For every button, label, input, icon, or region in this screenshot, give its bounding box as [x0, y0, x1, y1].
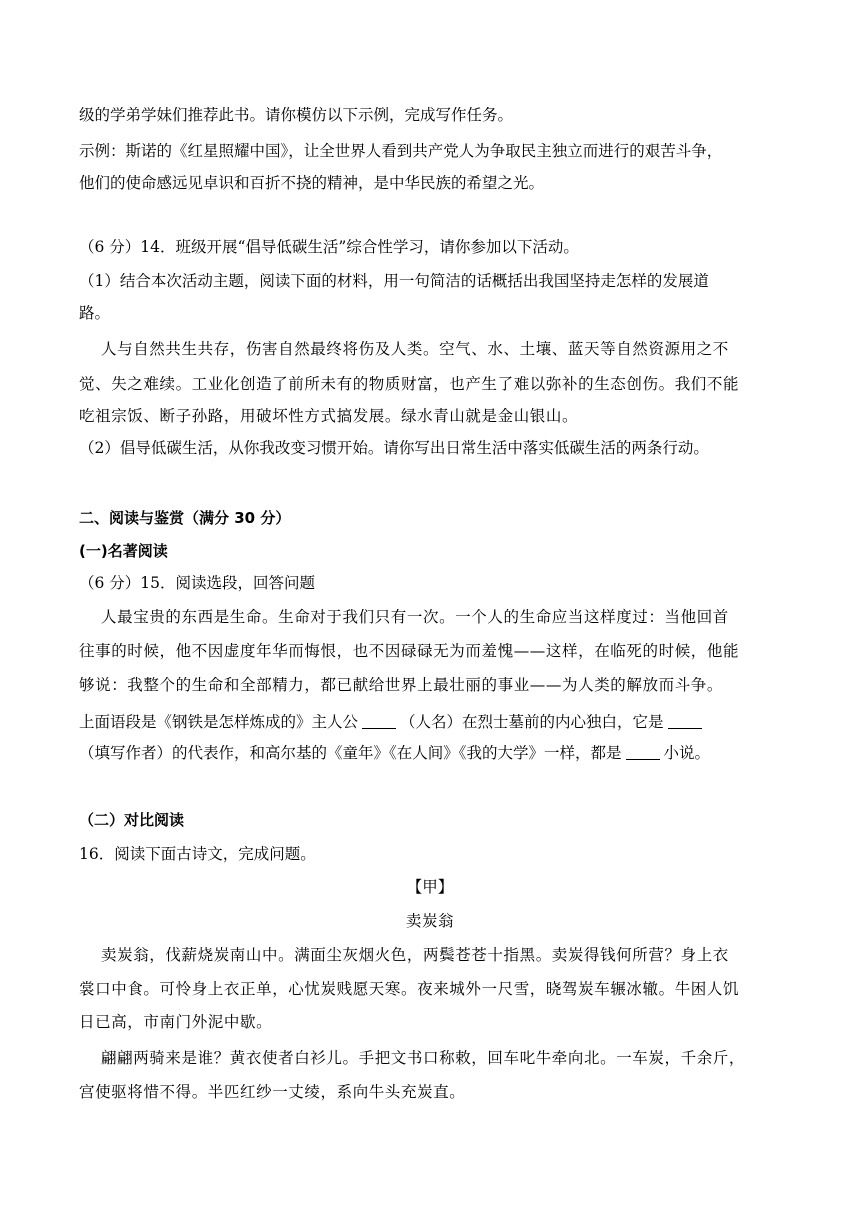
passage-line: 人最宝贵的东西是生命。生命对于我们只有一次。一个人的生命应当这样度过：当他回首 [101, 608, 729, 626]
poem-label: 【甲】 [406, 878, 454, 896]
poem-title: 卖炭翁 [405, 912, 455, 930]
section-heading: 二、阅读与鉴赏（满分 30 分） [79, 509, 291, 527]
fill-text: 上面语段是《钢铁是怎样炼成的》主人公 [79, 713, 359, 731]
subsection-heading: （二）对比阅读 [79, 811, 185, 829]
poem-line: 宫使驱将惜不得。半匹红纱一丈绫，系向牛头充炭直。 [79, 1083, 466, 1101]
text-line: 级的学弟学妹们推荐此书。请你模仿以下示例，完成写作任务。 [79, 106, 514, 124]
question-14-part-2: （2）倡导低碳生活，从你我改变习惯开始。请你写出日常生活中落实低碳生活的两条行动。 [79, 439, 709, 457]
poem-line: 裳口中食。可怜身上衣正单，心忧炭贱愿天寒。夜来城外一尺雪，晓驾炭车辗冰辙。牛困人饥 [79, 980, 740, 998]
text-line: 路。 [79, 304, 111, 322]
answer-blank[interactable] [626, 744, 660, 760]
material-line: 觉、失之难续。工业化创造了前所未有的物质财富，也产生了难以弥补的生态创伤。我们不能 [79, 375, 740, 393]
material-line: 吃祖宗饭、断子孙路，用破坏性方式搞发展。绿水青山就是金山银山。 [79, 407, 579, 425]
example-line: 示例：斯诺的《红星照耀中国》，让全世界人看到共产党人为争取民主独立而进行的艰苦斗争， [79, 142, 723, 160]
text-line: 他们的使命感远见卓识和百折不挠的精神，是中华民族的希望之光。 [79, 174, 545, 192]
fill-text: （填写作者）的代表作，和高尔基的《童年》《在人间》《我的大学》一样，都是 [79, 744, 622, 762]
poem-line: 翩翩两骑来是谁？黄衣使者白衫儿。手把文书口称敕，回车叱牛牵向北。一车炭，千余斤， [101, 1049, 746, 1067]
fill-text: （人名）在烈士墓前的内心独白，它是 [400, 713, 664, 731]
passage-line: 往事的时候，他不因虚度年华而悔恨，也不因碌碌无为而羞愧——这样，在临死的时候，他能 [79, 642, 740, 660]
poem-line: 日已高，市南门外泥中歇。 [79, 1013, 273, 1031]
material-line: 人与自然共生共存，伤害自然最终将伤及人类。空气、水、土壤、蓝天等自然资源用之不 [101, 340, 729, 358]
fill-in-line [79, 711, 784, 733]
poem-line: 卖炭翁，伐薪烧炭南山中。满面尘灰烟火色，两鬓苍苍十指黑。卖炭得钱何所营？身上衣 [101, 946, 729, 964]
fill-in-line [79, 742, 784, 764]
question-15: （6 分）15．阅读选段，回答问题 [79, 574, 316, 592]
answer-blank[interactable] [668, 713, 702, 729]
passage-line: 够说：我整个的生命和全部精力，都已献给世界上最壮丽的事业——为人类的解放而斗争。 [79, 676, 724, 694]
fill-text: 小说。 [663, 744, 711, 762]
question-16: 16．阅读下面古诗文，完成问题。 [79, 845, 316, 863]
question-14: （6 分）14．班级开展“倡导低碳生活”综合性学习，请你参加以下活动。 [79, 238, 579, 256]
question-14-part-1: （1）结合本次活动主题，阅读下面的材料，用一句简洁的话概括出我国坚持走怎样的发展道 [79, 272, 709, 290]
subsection-heading: (一)名著阅读 [79, 542, 168, 560]
answer-blank[interactable] [362, 713, 396, 729]
